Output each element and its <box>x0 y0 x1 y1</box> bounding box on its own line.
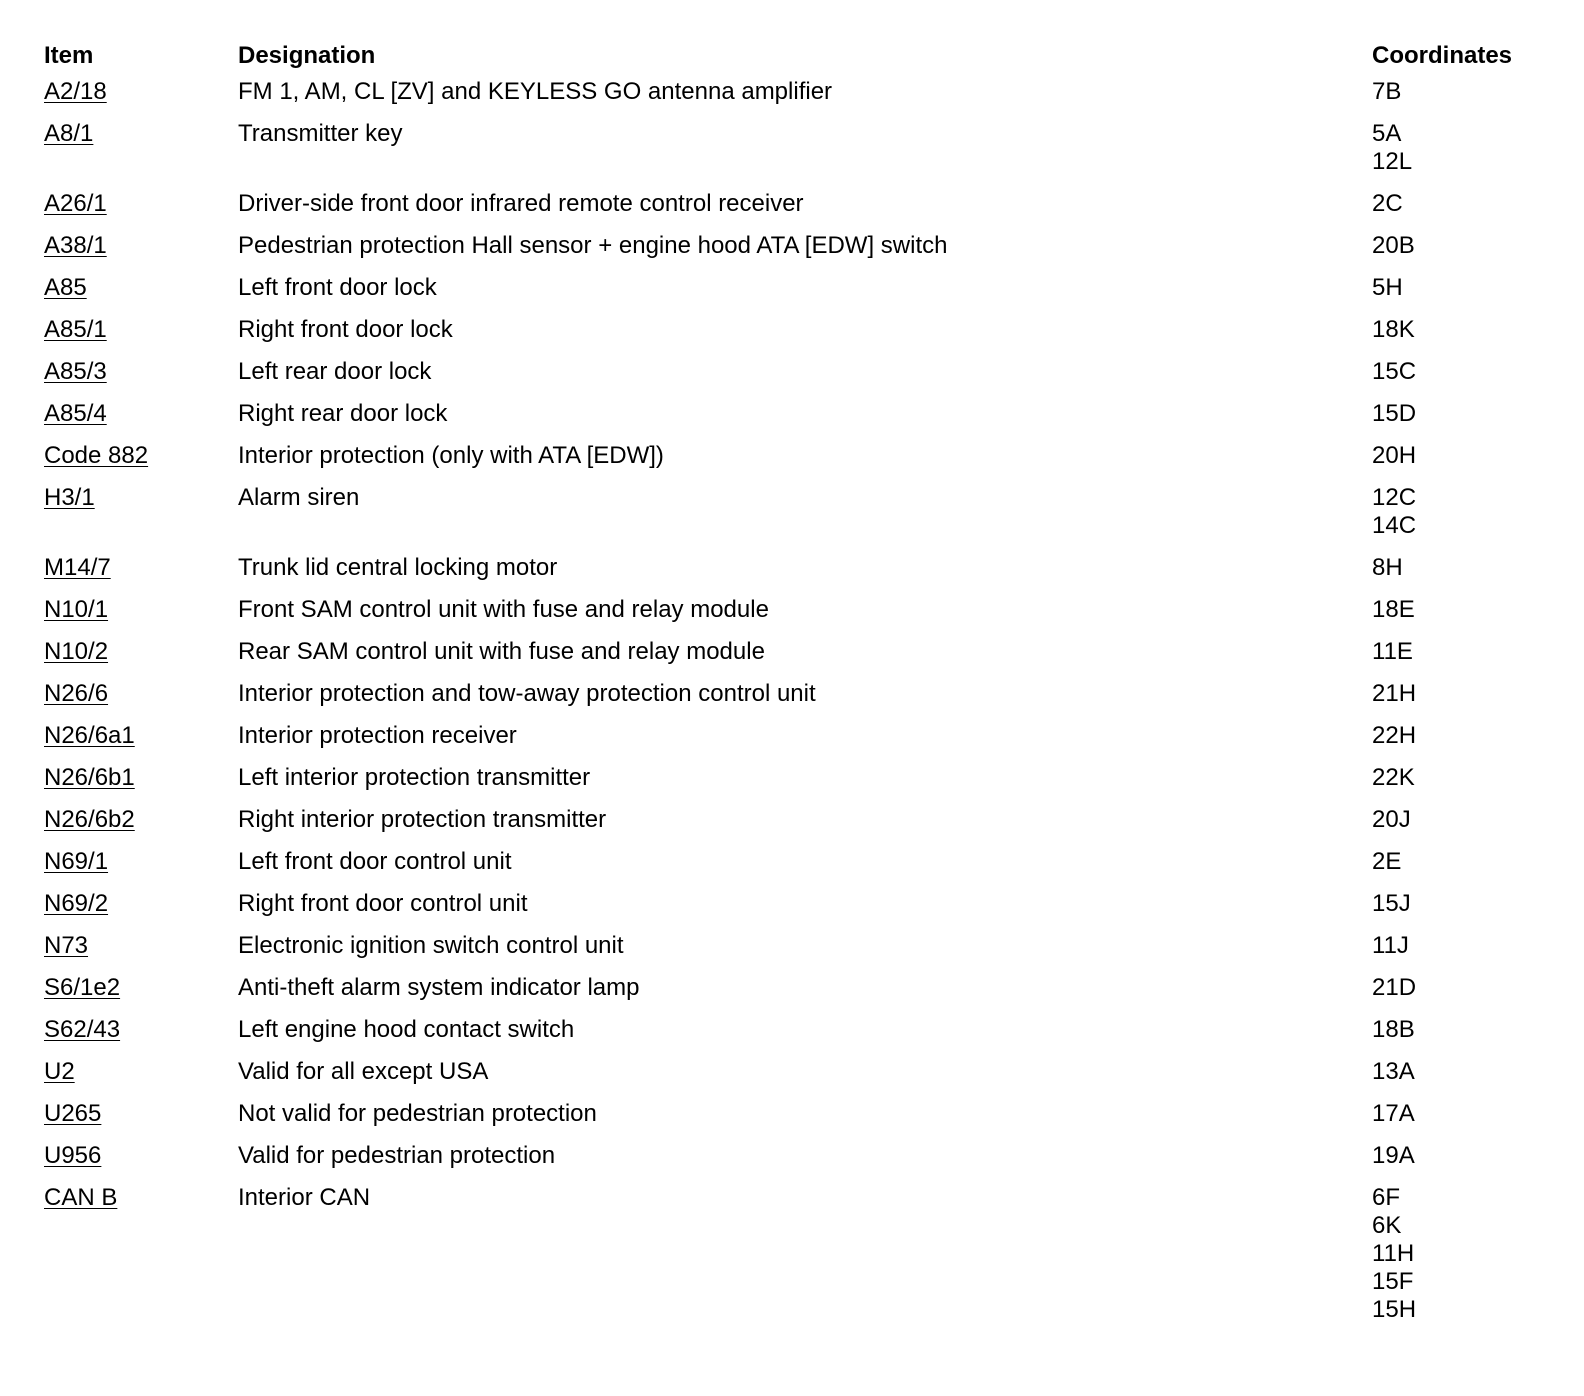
item-cell <box>44 1016 238 1044</box>
item-cell <box>44 1058 238 1086</box>
item-link[interactable]: N73 <box>44 932 89 959</box>
item-link[interactable]: S62/43 <box>44 1016 121 1043</box>
item-cell <box>44 554 238 582</box>
item-cell <box>44 274 238 302</box>
table-row <box>44 722 1544 764</box>
coordinate-value: 13A <box>1372 1058 1415 1085</box>
designation-cell: Right rear door lock <box>238 400 448 427</box>
item-cell <box>44 680 238 708</box>
coordinate-value: 15H <box>1372 1296 1417 1323</box>
table-row <box>44 638 1544 680</box>
coordinate-value: 6F <box>1372 1184 1401 1211</box>
item-link[interactable]: A85 <box>44 274 87 301</box>
designation-cell: Anti-theft alarm system indicator lamp <box>238 974 640 1001</box>
table-row <box>44 484 1544 554</box>
coordinate-value: 22K <box>1372 764 1415 791</box>
designation-cell: Interior CAN <box>238 1184 371 1211</box>
item-link[interactable]: A8/1 <box>44 120 94 147</box>
coordinate-value: 15F <box>1372 1268 1414 1295</box>
coordinates-cell <box>1372 554 1544 582</box>
table-row <box>44 316 1544 358</box>
table-row <box>44 190 1544 232</box>
item-link[interactable]: N69/1 <box>44 848 109 875</box>
item-link[interactable]: U265 <box>44 1100 102 1127</box>
coordinates-cell <box>1372 680 1544 708</box>
coordinate-value: 19A <box>1372 1142 1415 1169</box>
coordinate-value: 12C <box>1372 484 1417 511</box>
designation-cell: FM 1, AM, CL [ZV] and KEYLESS GO antenna amplifier <box>238 78 833 105</box>
coordinate-value: 8H <box>1372 554 1403 581</box>
table-row <box>44 1100 1544 1142</box>
coordinates-cell <box>1372 974 1544 1002</box>
table-row <box>44 890 1544 932</box>
coordinate-value: 2C <box>1372 190 1403 217</box>
designation-cell: Electronic ignition switch control unit <box>238 932 624 959</box>
coordinates-cell <box>1372 932 1544 960</box>
coordinate-value: 11E <box>1372 638 1413 665</box>
item-link[interactable]: Code 882 <box>44 442 149 469</box>
item-link[interactable]: M14/7 <box>44 554 111 581</box>
designation-cell: Transmitter key <box>238 120 403 147</box>
table-row <box>44 442 1544 484</box>
item-cell <box>44 316 238 344</box>
coordinate-value: 18K <box>1372 316 1415 343</box>
coordinates-cell <box>1372 274 1544 302</box>
designation-cell: Valid for pedestrian protection <box>238 1142 556 1169</box>
item-cell <box>44 442 238 470</box>
item-link[interactable]: N69/2 <box>44 890 109 917</box>
table-row <box>44 400 1544 442</box>
table-row <box>44 1184 1544 1338</box>
coordinates-cell <box>1372 1016 1544 1044</box>
coordinates-cell <box>1372 120 1544 176</box>
table-row <box>44 232 1544 274</box>
coordinate-value: 22H <box>1372 722 1417 749</box>
designation-cell: Front SAM control unit with fuse and relay module <box>238 596 769 623</box>
item-cell <box>44 1142 238 1170</box>
coordinate-value: 11J <box>1372 932 1409 959</box>
table-row <box>44 358 1544 400</box>
item-cell <box>44 806 238 834</box>
coordinates-cell <box>1372 358 1544 386</box>
item-cell <box>44 764 238 792</box>
coordinate-value: 11H <box>1372 1240 1415 1267</box>
item-link[interactable]: A38/1 <box>44 232 107 259</box>
designation-cell: Left engine hood contact switch <box>238 1016 575 1043</box>
component-legend-table <box>44 42 1544 1338</box>
item-link[interactable]: N10/1 <box>44 596 109 623</box>
coordinate-value: 20J <box>1372 806 1411 833</box>
item-link[interactable]: U2 <box>44 1058 75 1085</box>
coordinate-value: 20H <box>1372 442 1417 469</box>
table-row <box>44 1016 1544 1058</box>
item-link[interactable]: A85/4 <box>44 400 107 427</box>
item-cell <box>44 932 238 960</box>
coordinates-cell <box>1372 722 1544 750</box>
coordinate-value: 15D <box>1372 400 1417 427</box>
table-body <box>44 78 1544 1338</box>
coordinates-cell <box>1372 890 1544 918</box>
designation-cell: Trunk lid central locking motor <box>238 554 558 581</box>
item-link[interactable]: A85/1 <box>44 316 107 343</box>
coordinate-value: 20B <box>1372 232 1415 259</box>
coordinates-cell <box>1372 1142 1544 1170</box>
item-cell <box>44 1184 238 1212</box>
coordinates-cell <box>1372 848 1544 876</box>
item-link[interactable]: N26/6 <box>44 680 109 707</box>
coordinate-value: 18E <box>1372 596 1415 623</box>
item-cell <box>44 400 238 428</box>
table-row <box>44 274 1544 316</box>
designation-cell: Left rear door lock <box>238 358 432 385</box>
coordinate-value: 5A <box>1372 120 1402 147</box>
coordinates-cell <box>1372 1058 1544 1086</box>
item-link[interactable]: U956 <box>44 1142 102 1169</box>
table-row <box>44 554 1544 596</box>
item-cell <box>44 596 238 624</box>
item-cell <box>44 78 238 106</box>
coordinate-value: 21H <box>1372 680 1417 707</box>
designation-cell: Right front door lock <box>238 316 453 343</box>
table-row <box>44 78 1544 120</box>
table-header <box>44 42 1544 78</box>
item-cell <box>44 190 238 218</box>
item-cell <box>44 120 238 148</box>
item-cell <box>44 848 238 876</box>
item-link[interactable]: S6/1e2 <box>44 974 121 1001</box>
table-row <box>44 596 1544 638</box>
table-row <box>44 848 1544 890</box>
item-cell <box>44 1100 238 1128</box>
designation-cell: Left front door control unit <box>238 848 512 875</box>
coordinates-cell <box>1372 1184 1544 1324</box>
table-row <box>44 764 1544 806</box>
item-cell <box>44 974 238 1002</box>
table-row <box>44 932 1544 974</box>
item-cell <box>44 484 238 512</box>
designation-cell: Rear SAM control unit with fuse and relay module <box>238 638 765 665</box>
item-link[interactable]: A26/1 <box>44 190 107 217</box>
coordinates-cell <box>1372 1100 1544 1128</box>
coordinate-value: 7B <box>1372 78 1402 105</box>
coordinates-cell <box>1372 400 1544 428</box>
coordinates-cell <box>1372 316 1544 344</box>
item-link[interactable]: CAN B <box>44 1184 118 1211</box>
coordinates-cell <box>1372 764 1544 792</box>
item-link[interactable]: N26/6a1 <box>44 722 135 749</box>
coordinates-cell <box>1372 190 1544 218</box>
designation-cell: Interior protection receiver <box>238 722 517 749</box>
coordinate-value: 18B <box>1372 1016 1415 1043</box>
designation-cell: Valid for all except USA <box>238 1058 489 1085</box>
item-cell <box>44 890 238 918</box>
item-link[interactable]: H3/1 <box>44 484 95 511</box>
coordinate-value: 2E <box>1372 848 1402 875</box>
item-link[interactable]: A85/3 <box>44 358 107 385</box>
coordinate-value: 5H <box>1372 274 1403 301</box>
designation-cell: Pedestrian protection Hall sensor + engine hood ATA [EDW] switch <box>238 232 948 259</box>
item-link[interactable]: A2/18 <box>44 78 107 105</box>
coordinate-value: 15J <box>1372 890 1411 917</box>
coordinate-value: 17A <box>1372 1100 1415 1127</box>
table-row <box>44 974 1544 1016</box>
coordinates-cell <box>1372 442 1544 470</box>
designation-cell: Driver-side front door infrared remote control receiver <box>238 190 804 217</box>
item-link[interactable]: N26/6b2 <box>44 806 135 833</box>
designation-cell: Right interior protection transmitter <box>238 806 607 833</box>
designation-cell: Left front door lock <box>238 274 437 301</box>
item-column-header: Item <box>44 42 94 69</box>
item-cell <box>44 358 238 386</box>
item-cell <box>44 232 238 260</box>
table-row <box>44 1142 1544 1184</box>
item-cell <box>44 638 238 666</box>
designation-column-header: Designation <box>238 42 376 69</box>
designation-cell: Left interior protection transmitter <box>238 764 591 791</box>
coordinates-cell <box>1372 596 1544 624</box>
coordinates-cell <box>1372 232 1544 260</box>
coordinate-value: 6K <box>1372 1212 1402 1239</box>
table-row <box>44 806 1544 848</box>
table-row <box>44 120 1544 190</box>
designation-cell: Right front door control unit <box>238 890 528 917</box>
item-link[interactable]: N10/2 <box>44 638 109 665</box>
table-row <box>44 680 1544 722</box>
table-row <box>44 1058 1544 1100</box>
coordinates-column-header: Coordinates <box>1372 42 1513 69</box>
coordinates-cell <box>1372 484 1544 540</box>
item-cell <box>44 722 238 750</box>
designation-cell: Not valid for pedestrian protection <box>238 1100 597 1127</box>
coordinates-cell <box>1372 638 1544 666</box>
coordinate-value: 21D <box>1372 974 1417 1001</box>
designation-cell: Alarm siren <box>238 484 360 511</box>
coordinates-cell <box>1372 78 1544 106</box>
coordinates-cell <box>1372 806 1544 834</box>
coordinate-value: 15C <box>1372 358 1417 385</box>
coordinate-value: 14C <box>1372 512 1417 539</box>
item-link[interactable]: N26/6b1 <box>44 764 135 791</box>
designation-cell: Interior protection (only with ATA [EDW]) <box>238 442 664 469</box>
designation-cell: Interior protection and tow-away protection control unit <box>238 680 816 707</box>
coordinate-value: 12L <box>1372 148 1413 175</box>
